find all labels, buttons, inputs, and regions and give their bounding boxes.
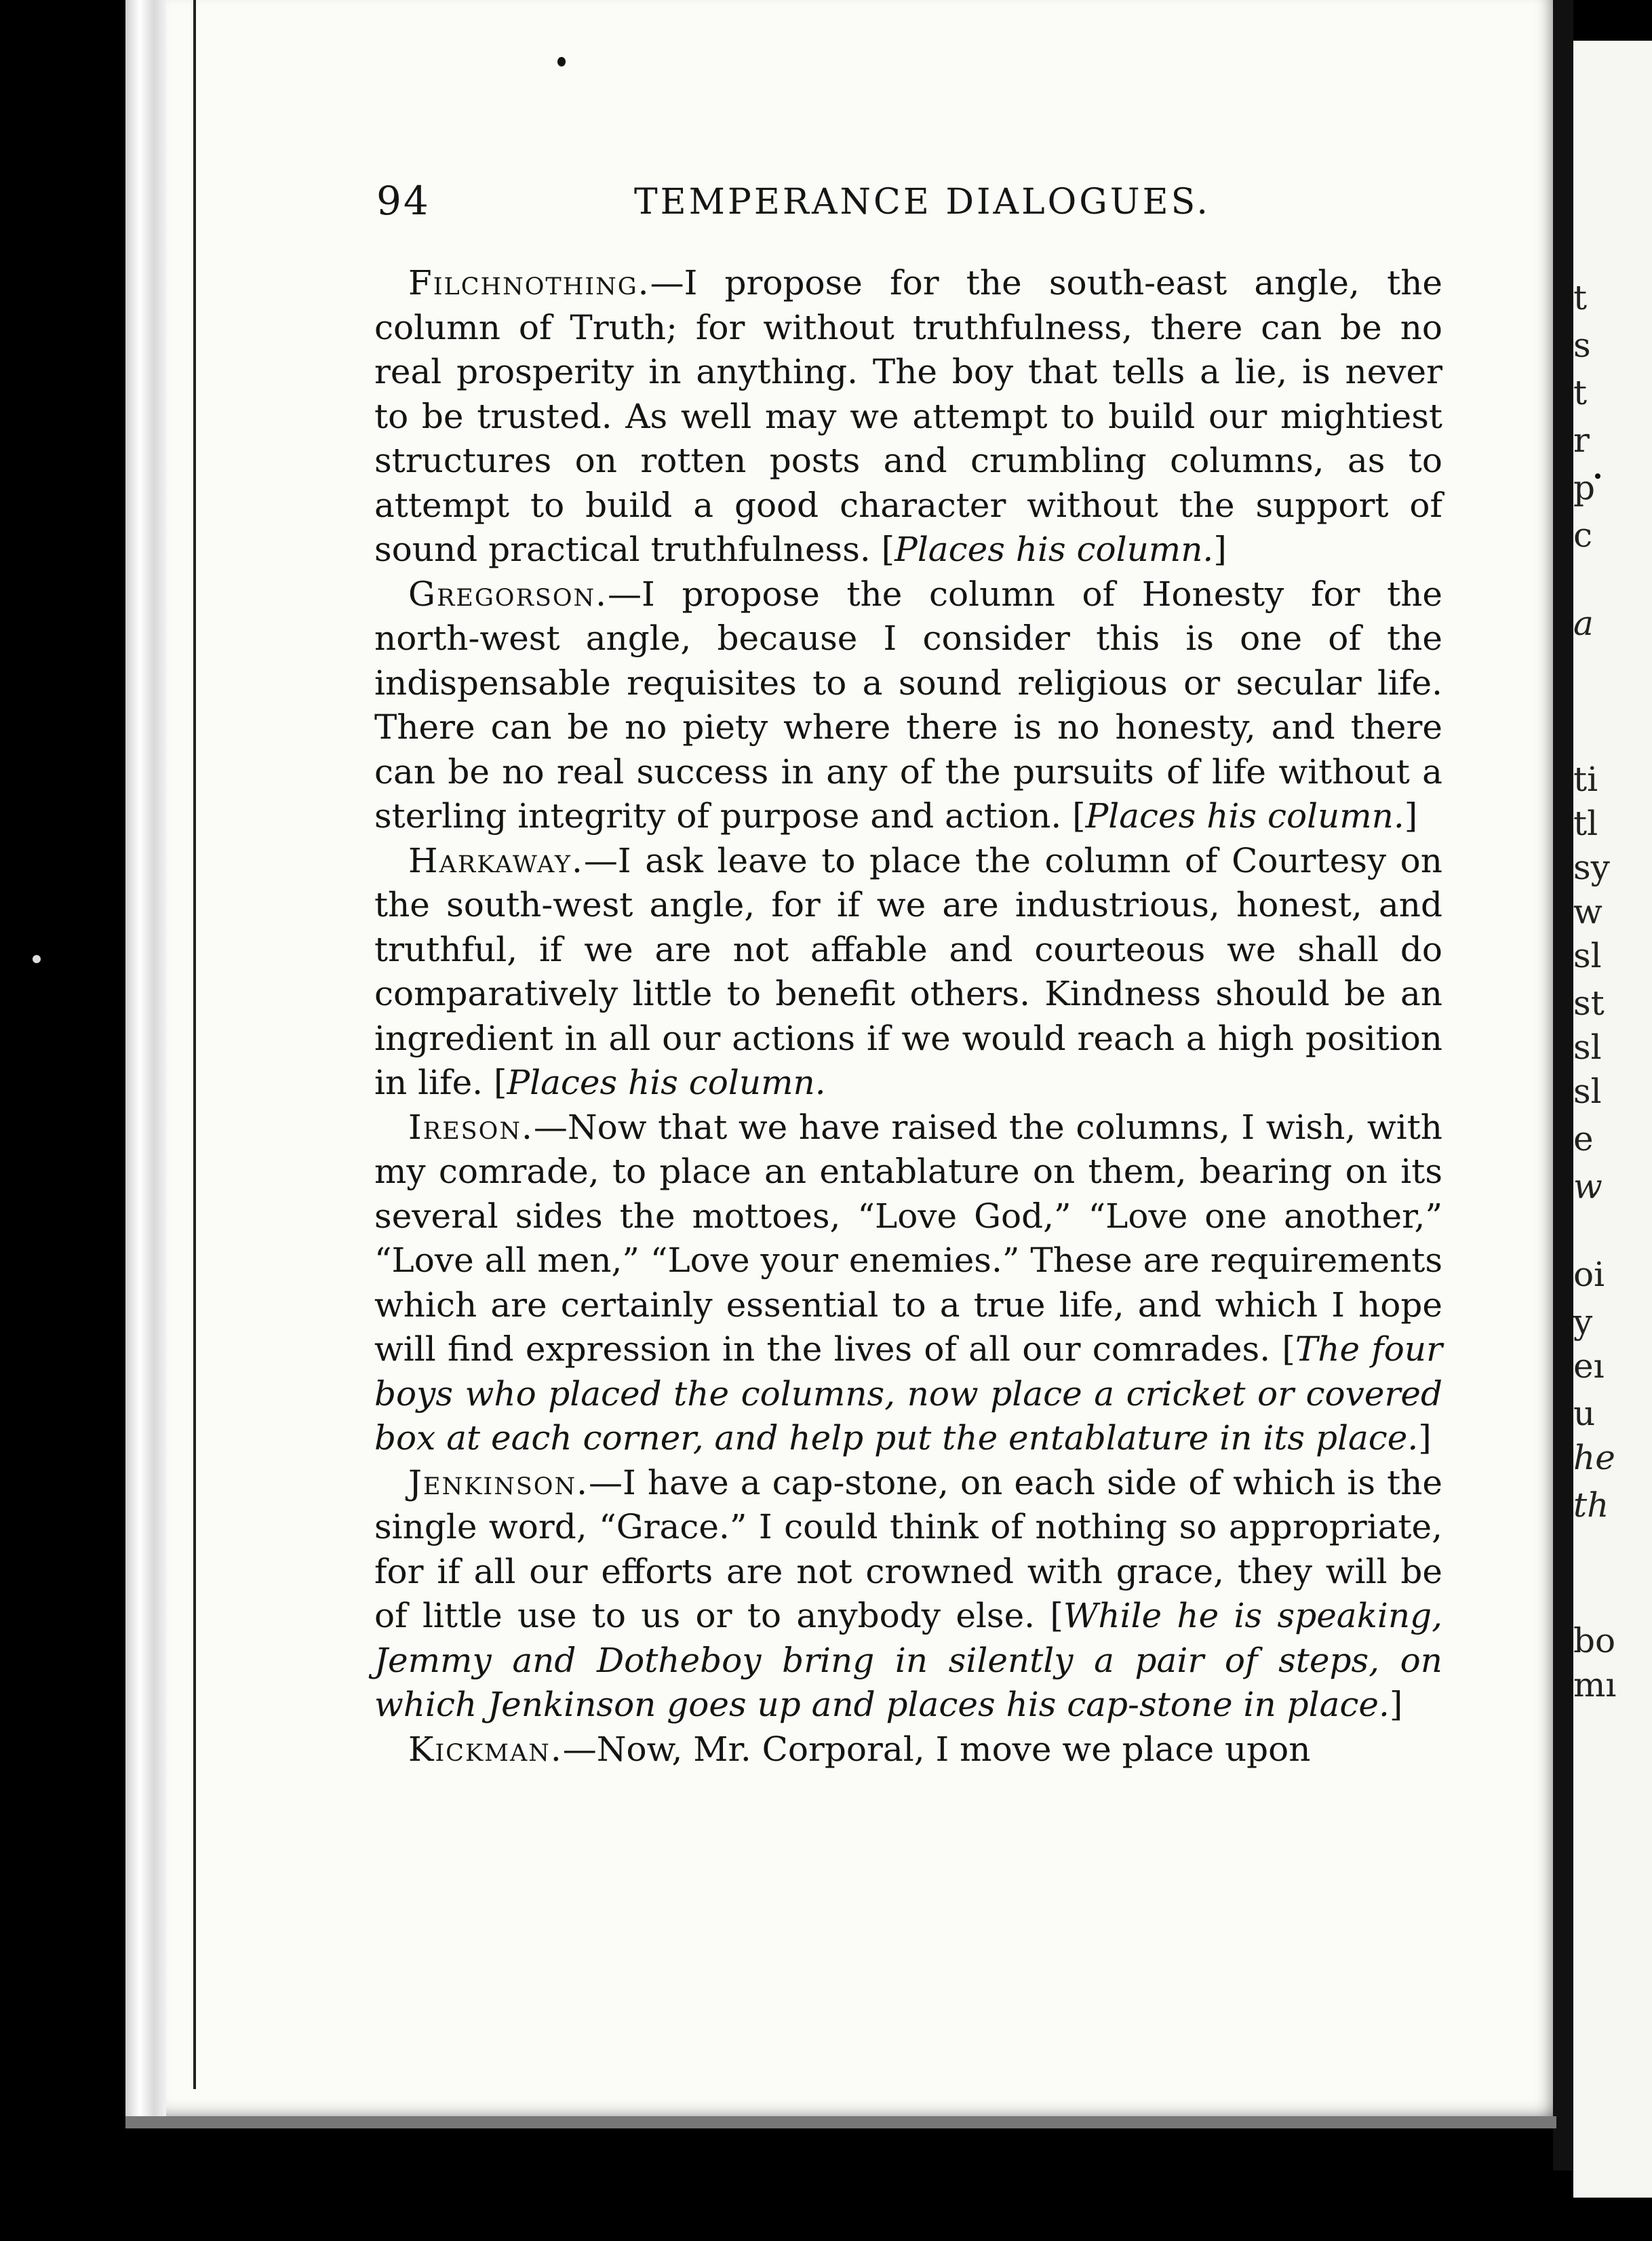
facing-page-fragment: bo: [1573, 1621, 1616, 1660]
bracket-close: ]: [1404, 796, 1418, 836]
stage-direction: Places his column.: [894, 530, 1214, 569]
facing-page-fragment: p: [1573, 468, 1596, 507]
dialogue-paragraph: [374, 1106, 1442, 1461]
facing-page-fragment: sl: [1573, 1072, 1602, 1111]
dialogue-paragraph: [374, 261, 1442, 572]
stage-direction: Places his column.: [507, 1063, 826, 1102]
dialogue-text: —I propose the column of Honesty for the north-west angle, because I consider this is one of the indispensable requisites to a sound religious or secular life. There can be no piety where there is no honesty, and there can be no real success in any of the pursuits of life without a sterling integrity of purpose and action. [: [374, 574, 1442, 836]
page-edge-line: [193, 0, 196, 2089]
facing-page-fragment: sy: [1573, 848, 1610, 887]
dialogue-paragraph: [374, 1461, 1442, 1728]
speaker-name: Ireson.: [408, 1107, 534, 1147]
facing-page-fragment: c: [1573, 515, 1593, 555]
page-bottom-edge: [125, 2116, 1556, 2128]
running-title: TEMPERANCE DIALOGUES.: [634, 182, 1211, 222]
facing-page-fragment: sl: [1573, 1028, 1602, 1067]
facing-page-fragment: sl: [1573, 936, 1602, 975]
facing-page-fragment: t: [1573, 278, 1588, 317]
dialogue-text: —Now, Mr. Corporal, I move we place upon: [562, 1729, 1311, 1769]
facing-page-fragment: mı: [1573, 1665, 1617, 1704]
facing-page-fragment: s: [1573, 326, 1591, 365]
dialogue-paragraph: [374, 839, 1442, 1106]
stage-direction: The four boys who placed the columns, now place a cricket or covered box at each corner, and help put the entablature in its place.: [374, 1329, 1443, 1458]
running-header: [376, 178, 1441, 232]
left-binding-edge: [125, 0, 170, 2116]
facing-page-fragment: y: [1573, 1302, 1593, 1342]
dialogue-text: —I propose for the south-east angle, the column of Truth; for without truthfulness, there can be no real prosperity in anything. The boy that tells a lie, is never to be trusted. As well may we attempt to build our mightiest structures on rotten posts and crumbling columns, as to attempt to build a good character without the support of sound practical truthfulness. [: [374, 263, 1442, 569]
facing-page-fragment: a: [1573, 604, 1594, 643]
speaker-name: Harkaway.: [408, 840, 584, 880]
stage-direction: Places his column.: [1085, 796, 1404, 836]
dialogue-text: —I have a cap-stone, on each side of which is the single word, “Grace.” I could think of nothing so appropriate, for if all our efforts are not crowned with grace, they will be of little use to us or to anybody else. [: [374, 1462, 1442, 1635]
dialogue-paragraph: [374, 572, 1442, 839]
facing-page-fragment: oi: [1573, 1255, 1605, 1294]
dialogue-paragraph: [374, 1728, 1442, 1772]
facing-page-fragment: tl: [1573, 804, 1598, 843]
dialogue-text: —Now that we have raised the columns, I wish, with my comrade, to place an entablature on them, bearing on its several sides the mottoes, “Love God,” “Love one another,” “Love all men,” “Love your enemies.” These are requirements which are certainly essential to a true life, and which I hope will find expression in the lives of all our comrades. [: [374, 1107, 1442, 1369]
speaker-name: Gregorson.: [408, 574, 608, 614]
speaker-name: Kickman.: [408, 1729, 563, 1769]
facing-page-fragment: eı: [1573, 1346, 1605, 1386]
page-body: [374, 261, 1442, 1772]
bracket-close: ]: [1389, 1685, 1403, 1724]
ink-speck: [557, 57, 566, 66]
facing-page-fragment: ti: [1573, 760, 1598, 799]
speaker-name: Jenkinson.: [408, 1462, 589, 1502]
speaker-name: Filchnothing.: [408, 263, 650, 303]
ink-speck: [1595, 473, 1600, 479]
ink-speck: [33, 955, 41, 963]
facing-page-fragment: he: [1573, 1438, 1615, 1477]
facing-page-fragment: t: [1573, 373, 1588, 412]
dialogue-text: —I ask leave to place the column of Courtesy on the south-west angle, for if we are industrious, honest, and truthful, if we are not affable and courteous we shall do comparatively little to benefit others. Kindness should be an ingredient in all our actions if we would reach a high position in life. [: [374, 840, 1442, 1102]
book-gutter: [1553, 0, 1573, 2170]
facing-page-fragment: e: [1573, 1119, 1594, 1158]
page-number: 94: [376, 178, 431, 224]
stage-direction: While he is speaking, Jemmy and Dotheboy bring in silently a pair of steps, on which Jenkinson goes up and places his cap-stone in place.: [374, 1596, 1442, 1724]
facing-page-fragment: w: [1573, 1167, 1602, 1206]
facing-page-fragment: u: [1573, 1394, 1596, 1433]
bracket-close: ]: [1418, 1418, 1432, 1458]
facing-page-fragment: r: [1573, 421, 1590, 460]
facing-page-fragment: w: [1573, 892, 1602, 931]
bracket-close: ]: [1213, 530, 1227, 569]
facing-page-fragment: st: [1573, 983, 1605, 1023]
facing-page-fragment: th: [1573, 1485, 1609, 1525]
facing-page-edge: [1573, 41, 1652, 2198]
